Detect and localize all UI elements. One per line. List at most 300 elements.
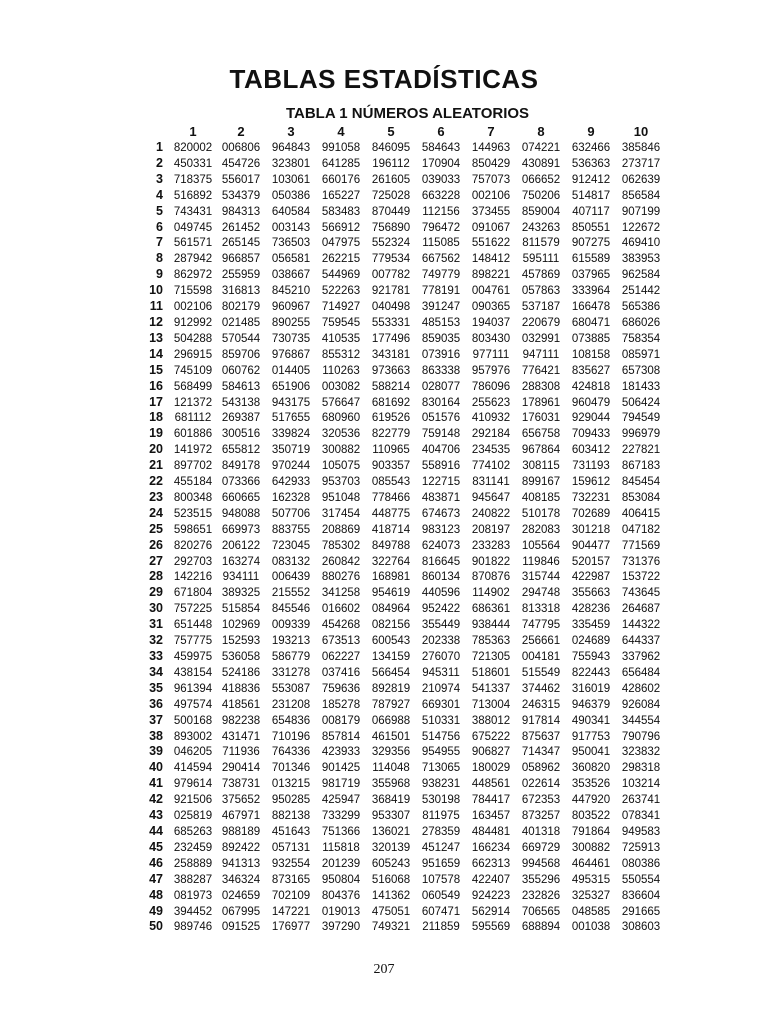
table-cell: 541337 (471, 682, 511, 695)
table-cell: 961394 (173, 682, 213, 695)
row-number: 7 (156, 235, 163, 250)
row-number: 25 (149, 521, 163, 536)
table-cell: 685263 (173, 825, 213, 838)
header-row (140, 123, 666, 141)
table-cell: 898221 (471, 269, 511, 282)
table-row (140, 221, 666, 237)
table-cell: 906827 (471, 746, 511, 759)
table-cell: 778466 (371, 491, 411, 504)
table-cell: 084964 (371, 603, 411, 616)
table-cell: 355296 (521, 873, 561, 886)
row-number: 22 (149, 474, 163, 489)
table-cell: 880276 (321, 571, 361, 584)
table-title: TABLA 1 NÚMEROS ALEATORIOS (285, 105, 530, 122)
table-cell: 049745 (173, 221, 213, 234)
table-cell: 401318 (521, 825, 561, 838)
table-cell: 447920 (571, 794, 611, 807)
table-row (140, 348, 666, 364)
table-cell: 448775 (371, 507, 411, 520)
table-cell: 556017 (221, 173, 261, 186)
row-number: 8 (156, 251, 163, 266)
table-cell: 082156 (371, 619, 411, 632)
table-cell: 953307 (371, 810, 411, 823)
table-cell: 039033 (421, 173, 461, 186)
table-cell: 779534 (371, 253, 411, 266)
table-cell: 756890 (371, 221, 411, 234)
table-cell: 996979 (621, 428, 661, 441)
table-cell: 743645 (621, 587, 661, 600)
table-cell: 859004 (521, 205, 561, 218)
table-cell: 897702 (173, 460, 213, 473)
table-cell: 375652 (221, 794, 261, 807)
row-number: 17 (149, 394, 163, 409)
table-cell: 811579 (522, 237, 560, 250)
table-cell: 663228 (421, 189, 461, 202)
table-cell: 360820 (571, 762, 611, 775)
table-row (140, 157, 666, 173)
row-number: 48 (149, 887, 163, 902)
table-cell: 002106 (471, 189, 511, 202)
table-cell: 873165 (271, 873, 311, 886)
table-row (140, 427, 666, 443)
row-number: 40 (149, 760, 163, 775)
table-cell: 530198 (421, 794, 461, 807)
table-cell: 168981 (371, 571, 411, 584)
table-cell: 333964 (571, 285, 611, 298)
table-cell: 855312 (321, 348, 361, 361)
table-cell: 008179 (321, 714, 361, 727)
table-cell: 605243 (371, 857, 411, 870)
table-row (140, 570, 666, 586)
table-cell: 046205 (173, 746, 213, 759)
table-row (140, 634, 666, 650)
table-cell: 725028 (371, 189, 411, 202)
table-cell: 733299 (321, 810, 361, 823)
row-number: 18 (149, 410, 163, 425)
table-cell: 561571 (173, 237, 213, 250)
table-cell: 790796 (621, 730, 661, 743)
row-number: 49 (149, 903, 163, 918)
table-cell: 260842 (321, 555, 361, 568)
table-cell: 640584 (271, 205, 311, 218)
table-cell: 451247 (421, 841, 461, 854)
table-cell: 115818 (322, 841, 360, 854)
table-cell: 142216 (173, 571, 213, 584)
table-cell: 796472 (421, 221, 461, 234)
table-row (140, 443, 666, 459)
table-cell: 822779 (371, 428, 411, 441)
table-cell: 543138 (221, 396, 261, 409)
table-cell: 723045 (271, 539, 311, 552)
table-cell: 288308 (521, 380, 561, 393)
table-cell: 316019 (571, 682, 611, 695)
table-cell: 475051 (371, 905, 411, 918)
table-cell: 960479 (571, 396, 611, 409)
table-cell: 440596 (421, 587, 461, 600)
table-cell: 292184 (471, 428, 511, 441)
table-cell: 231208 (271, 698, 311, 711)
table-cell: 388012 (471, 714, 511, 727)
page-title: TABLAS ESTADÍSTICAS (229, 64, 539, 94)
table-cell: 747795 (521, 619, 561, 632)
table-cell: 957976 (471, 364, 511, 377)
table-row (140, 507, 666, 523)
table-row (140, 920, 666, 936)
table-row (140, 745, 666, 761)
table-cell: 686026 (621, 316, 661, 329)
table-cell: 791864 (571, 825, 611, 838)
table-cell: 654836 (271, 714, 311, 727)
table-cell: 849788 (371, 539, 411, 552)
table-cell: 264687 (621, 603, 661, 616)
table-cell: 973663 (371, 364, 411, 377)
table-cell: 276070 (421, 651, 461, 663)
table-cell: 162328 (271, 491, 311, 504)
table-cell: 152593 (221, 635, 261, 648)
table-cell: 570544 (221, 332, 261, 345)
table-cell: 374462 (521, 682, 561, 695)
table-cell: 325327 (571, 889, 611, 902)
table-row (140, 141, 666, 157)
table-cell: 389325 (221, 587, 261, 600)
random-numbers-table (140, 123, 666, 936)
table-cell: 850429 (471, 157, 511, 170)
table-cell: 845546 (271, 603, 311, 616)
table-cell: 112156 (422, 205, 460, 218)
table-cell: 102969 (221, 619, 261, 632)
table-cell: 702689 (571, 507, 611, 520)
table-cell: 776421 (521, 364, 561, 377)
table-cell: 967864 (521, 444, 561, 457)
table-cell: 500168 (173, 714, 213, 727)
table-cell: 576647 (321, 396, 361, 409)
table-cell: 122715 (421, 476, 461, 489)
table-cell: 178961 (521, 396, 561, 409)
table-cell: 091067 (471, 221, 511, 234)
table-cell: 428236 (571, 603, 611, 616)
table-cell: 725913 (621, 841, 661, 854)
table-cell: 469410 (621, 237, 661, 250)
table-cell: 586779 (271, 651, 311, 663)
table-cell: 301218 (571, 523, 611, 536)
table-cell: 641285 (321, 157, 361, 170)
table-cell: 490341 (571, 714, 611, 727)
table-cell: 215552 (271, 587, 311, 600)
table-cell: 558916 (421, 460, 461, 473)
table-cell: 119846 (522, 555, 560, 568)
row-number: 41 (149, 776, 163, 791)
table-cell: 830164 (421, 396, 461, 409)
table-cell: 669729 (521, 841, 561, 854)
table-cell: 350719 (271, 444, 311, 457)
table-cell: 588214 (371, 380, 411, 393)
table-cell: 946379 (571, 698, 611, 711)
table-cell: 329356 (371, 746, 411, 759)
table-cell: 656758 (521, 428, 561, 441)
table-cell: 373455 (471, 205, 511, 218)
table-cell: 074221 (521, 142, 561, 154)
table-row (140, 841, 666, 857)
table-cell: 736503 (271, 237, 311, 250)
table-cell: 926084 (621, 698, 661, 711)
column-header: 5 (387, 124, 395, 140)
table-cell: 757073 (471, 173, 511, 186)
table-cell: 024659 (221, 889, 261, 902)
table-cell: 431471 (221, 730, 261, 743)
table-cell: 867183 (621, 460, 661, 473)
table-cell: 232459 (173, 841, 213, 854)
row-number: 12 (149, 314, 163, 329)
table-cell: 344554 (621, 714, 661, 727)
table-cell: 181433 (621, 380, 661, 393)
table-cell: 085971 (621, 348, 661, 361)
row-number: 47 (149, 871, 163, 886)
table-cell: 024689 (571, 635, 611, 648)
row-number: 26 (149, 537, 163, 552)
table-cell: 800348 (173, 491, 213, 504)
table-cell: 536363 (571, 157, 611, 170)
row-number: 5 (156, 203, 163, 218)
table-cell: 007782 (371, 269, 411, 282)
table-cell: 066988 (371, 714, 411, 727)
column-header: 2 (237, 124, 245, 140)
row-number: 24 (149, 505, 163, 520)
table-cell: 298318 (621, 762, 661, 775)
table-cell: 856584 (621, 189, 661, 202)
row-number: 6 (156, 219, 163, 234)
table-cell: 892422 (221, 841, 261, 854)
table-cell: 778191 (421, 285, 461, 298)
table-cell: 714347 (521, 746, 561, 759)
table-cell: 144322 (621, 619, 661, 632)
table-cell: 497574 (173, 698, 213, 711)
table-row (140, 284, 666, 300)
table-cell: 300516 (221, 428, 261, 441)
table-cell: 388287 (173, 873, 213, 886)
table-row (140, 586, 666, 602)
table-cell: 103061 (271, 173, 311, 186)
row-number: 44 (149, 823, 163, 838)
table-cell: 022614 (521, 778, 561, 791)
table-cell: 083132 (271, 555, 311, 568)
table-cell: 882138 (271, 810, 311, 823)
table-cell: 850551 (571, 221, 611, 234)
table-cell: 176977 (271, 921, 311, 934)
table-row (140, 873, 666, 889)
table-cell: 811975 (422, 810, 460, 823)
table-cell: 651448 (173, 619, 213, 632)
table-header (140, 123, 666, 141)
table-cell: 595111 (522, 253, 560, 266)
table-cell: 317454 (321, 507, 361, 520)
table-row (140, 236, 666, 252)
table-cell: 758354 (621, 332, 661, 345)
table-cell: 713065 (421, 762, 461, 775)
table-cell: 657308 (621, 364, 661, 377)
table-cell: 544969 (321, 269, 361, 282)
table-cell: 038667 (271, 269, 311, 282)
table-cell: 422987 (571, 571, 611, 584)
table-cell: 308603 (621, 921, 661, 934)
table-row (140, 698, 666, 714)
table-cell: 553331 (371, 316, 411, 329)
table-cell: 261605 (371, 173, 411, 186)
row-number: 2 (156, 155, 163, 170)
table-cell: 287942 (173, 253, 213, 266)
table-cell: 108158 (571, 348, 611, 361)
table-cell: 355663 (571, 587, 611, 600)
table-cell: 278359 (421, 825, 461, 838)
table-cell: 391247 (421, 301, 461, 314)
table-cell: 292703 (173, 555, 213, 568)
table-row (140, 459, 666, 475)
table-cell: 566912 (321, 221, 361, 234)
table-cell: 738731 (221, 778, 261, 791)
table-cell: 901425 (321, 762, 361, 775)
table-cell: 105564 (521, 539, 561, 552)
table-cell: 565386 (621, 301, 661, 314)
table-cell: 021485 (221, 316, 261, 329)
table-cell: 105075 (321, 460, 361, 473)
table-cell: 300882 (571, 841, 611, 854)
table-cell: 667562 (421, 253, 461, 266)
table-cell: 227821 (621, 444, 661, 457)
table-cell: 859035 (421, 332, 461, 345)
table-cell: 114902 (472, 587, 510, 600)
table-cell: 510331 (421, 714, 461, 727)
table-cell: 979614 (173, 778, 213, 791)
row-number: 1 (156, 140, 163, 154)
table-cell: 917753 (571, 730, 611, 743)
table-cell: 584613 (221, 380, 261, 393)
table-cell: 210974 (421, 682, 461, 695)
table-cell: 903357 (371, 460, 411, 473)
table-cell: 962584 (621, 269, 661, 282)
table-cell: 341258 (321, 587, 361, 600)
table-cell: 632466 (571, 142, 611, 154)
row-number: 32 (149, 633, 163, 648)
table-cell: 258889 (173, 857, 213, 870)
table-cell: 418836 (221, 682, 261, 695)
table-cell: 785363 (471, 635, 511, 648)
table-cell: 300882 (321, 444, 361, 457)
row-number: 42 (149, 792, 163, 807)
row-number: 20 (149, 442, 163, 457)
row-number: 50 (149, 919, 163, 934)
table-cell: 339824 (271, 428, 311, 441)
table-cell: 831141 (472, 476, 510, 489)
table-cell: 688894 (521, 921, 561, 934)
table-cell: 711936 (222, 746, 260, 759)
table-cell: 032991 (521, 332, 561, 345)
table-cell: 595569 (471, 921, 511, 934)
table-cell: 524186 (221, 666, 261, 679)
table-cell: 619526 (371, 412, 411, 425)
table-cell: 262215 (321, 253, 361, 266)
table-row (140, 793, 666, 809)
table-cell: 984313 (221, 205, 261, 218)
table-cell: 731376 (621, 555, 661, 568)
table-cell: 121372 (173, 396, 213, 409)
table-cell: 675222 (471, 730, 511, 743)
table-cell: 945647 (471, 491, 511, 504)
row-number: 46 (149, 855, 163, 870)
table-cell: 598651 (173, 523, 213, 536)
column-header: 1 (189, 124, 197, 140)
table-cell: 656484 (621, 666, 661, 679)
table-row (140, 523, 666, 539)
table-cell: 932554 (271, 857, 311, 870)
table-cell: 745109 (173, 364, 213, 377)
table-cell: 510178 (521, 507, 561, 520)
table-cell: 424818 (571, 380, 611, 393)
row-number: 14 (149, 346, 163, 361)
table-row (140, 300, 666, 316)
table-cell: 134159 (371, 651, 411, 663)
table-cell: 875637 (521, 730, 561, 743)
table-row (140, 618, 666, 634)
table-cell: 019013 (321, 905, 361, 918)
table-cell: 759148 (421, 428, 461, 441)
table-cell: 194037 (471, 316, 511, 329)
table-cell: 397290 (321, 921, 361, 934)
table-cell: 803430 (471, 332, 511, 345)
table-cell: 849178 (221, 460, 261, 473)
table-cell: 713004 (471, 698, 511, 711)
table-cell: 941313 (221, 857, 261, 870)
table-cell: 025819 (173, 810, 213, 823)
table-cell: 233283 (471, 539, 511, 552)
table-cell: 870876 (471, 571, 511, 584)
table-cell: 981719 (321, 778, 361, 791)
table-cell: 686361 (471, 603, 511, 616)
table-cell: 418714 (371, 523, 411, 536)
table-cell: 870449 (371, 205, 411, 218)
table-cell: 122672 (621, 221, 661, 234)
table-cell: 073366 (221, 476, 261, 489)
table-cell: 196112 (372, 157, 410, 170)
table-cell: 859706 (221, 348, 261, 361)
table-cell: 518601 (471, 666, 511, 679)
table-cell: 002106 (173, 301, 213, 314)
table-cell: 921781 (371, 285, 411, 298)
table-cell: 060762 (221, 364, 261, 377)
row-number: 30 (149, 601, 163, 616)
table-cell: 718375 (173, 173, 213, 186)
table-cell: 001038 (571, 921, 611, 934)
table-cell: 759545 (321, 316, 361, 329)
table-row (140, 189, 666, 205)
table-row (140, 539, 666, 555)
table-cell: 484481 (471, 825, 511, 838)
table-cell: 078341 (621, 810, 661, 823)
row-number: 38 (149, 728, 163, 743)
row-number: 23 (149, 489, 163, 504)
table-cell: 514756 (421, 730, 461, 743)
table-cell: 552324 (371, 237, 411, 250)
table-cell: 568499 (173, 380, 213, 393)
table-cell: 862972 (173, 269, 213, 282)
table-cell: 536058 (221, 651, 261, 663)
table-row (140, 682, 666, 698)
table-cell: 308115 (522, 460, 560, 473)
table-cell: 846095 (371, 142, 411, 154)
table-cell: 701346 (271, 762, 311, 775)
row-number: 3 (156, 171, 163, 186)
table-cell: 853084 (621, 491, 661, 504)
table-cell: 988189 (221, 825, 261, 838)
table-cell: 243263 (521, 221, 561, 234)
